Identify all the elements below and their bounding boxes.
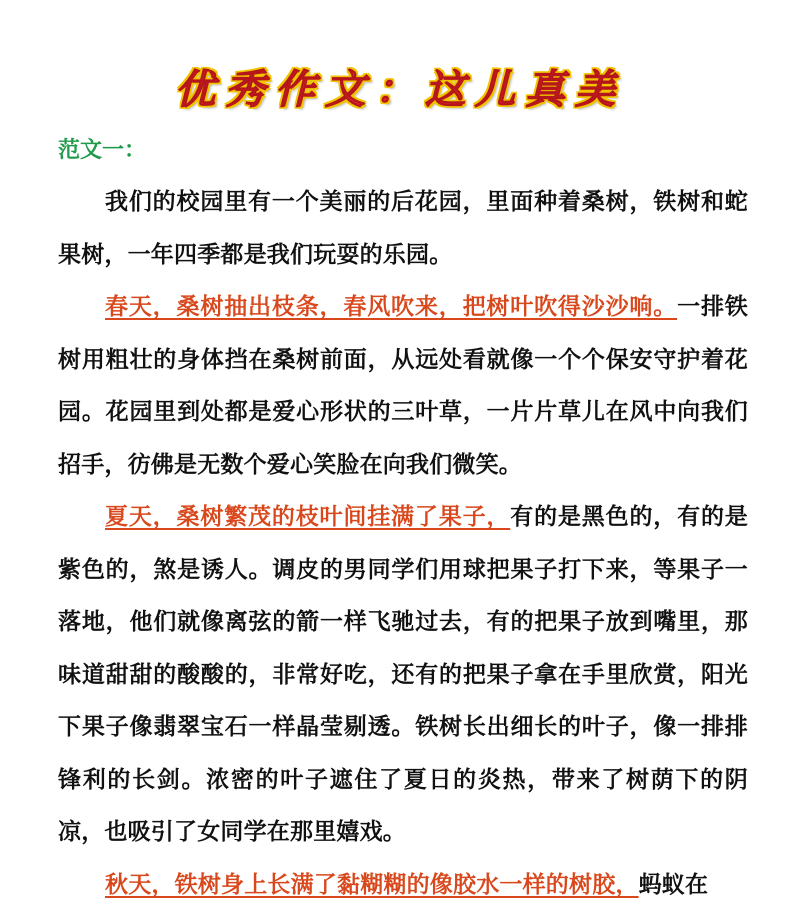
paragraph-3 (58, 491, 748, 859)
essay-body (58, 176, 748, 911)
paragraph-2 (58, 281, 748, 491)
paragraph-1 (58, 176, 748, 281)
paragraph-2-text: 一排铁树用粗壮的身体挡在桑树前面，从远处看就像一个个保安守护着花园。花园里到处都是爱心形状的三叶草，一片片草儿在风中向我们招手，彷佛是无数个爱心笑脸在向我们微笑。 (58, 293, 748, 478)
paragraph-3-highlight: 夏天，桑树繁茂的枝叶间挂满了果子， (105, 503, 510, 530)
paragraph-4-text: 蚂蚁在 (639, 871, 709, 898)
paragraph-2-highlight: 春天，桑树抽出枝条，春风吹来，把树叶吹得沙沙响。 (105, 293, 677, 320)
paragraph-4-highlight: 秋天，铁树身上长满了黏糊糊的像胶水一样的树胶， (105, 871, 639, 898)
paragraph-3-text: 有的是黑色的，有的是紫色的，煞是诱人。调皮的男同学们用球把果子打下来，等果子一落地，他们就像离弦的箭一样飞驰过去，有的把果子放到嘴里，那味道甜甜的酸酸的，非常好吃，还有的把果子拿在手里欣赏，阳光下果子像翡翠宝石一样晶莹剔透。铁树长出细长的叶子，像一排排锋利的长剑。浓密的叶子遮住了夏日的炎热，带来了树荫下的阴凉，也吸引了女同学在那里嬉戏。 (58, 503, 748, 845)
section-label: 范文一： (58, 133, 146, 164)
essay-title: 优秀作文：这儿真美 (0, 58, 800, 115)
paragraph-1-text: 我们的校园里有一个美丽的后花园，里面种着桑树，铁树和蛇果树，一年四季都是我们玩耍的乐园。 (58, 188, 748, 268)
paragraph-4 (58, 859, 748, 911)
